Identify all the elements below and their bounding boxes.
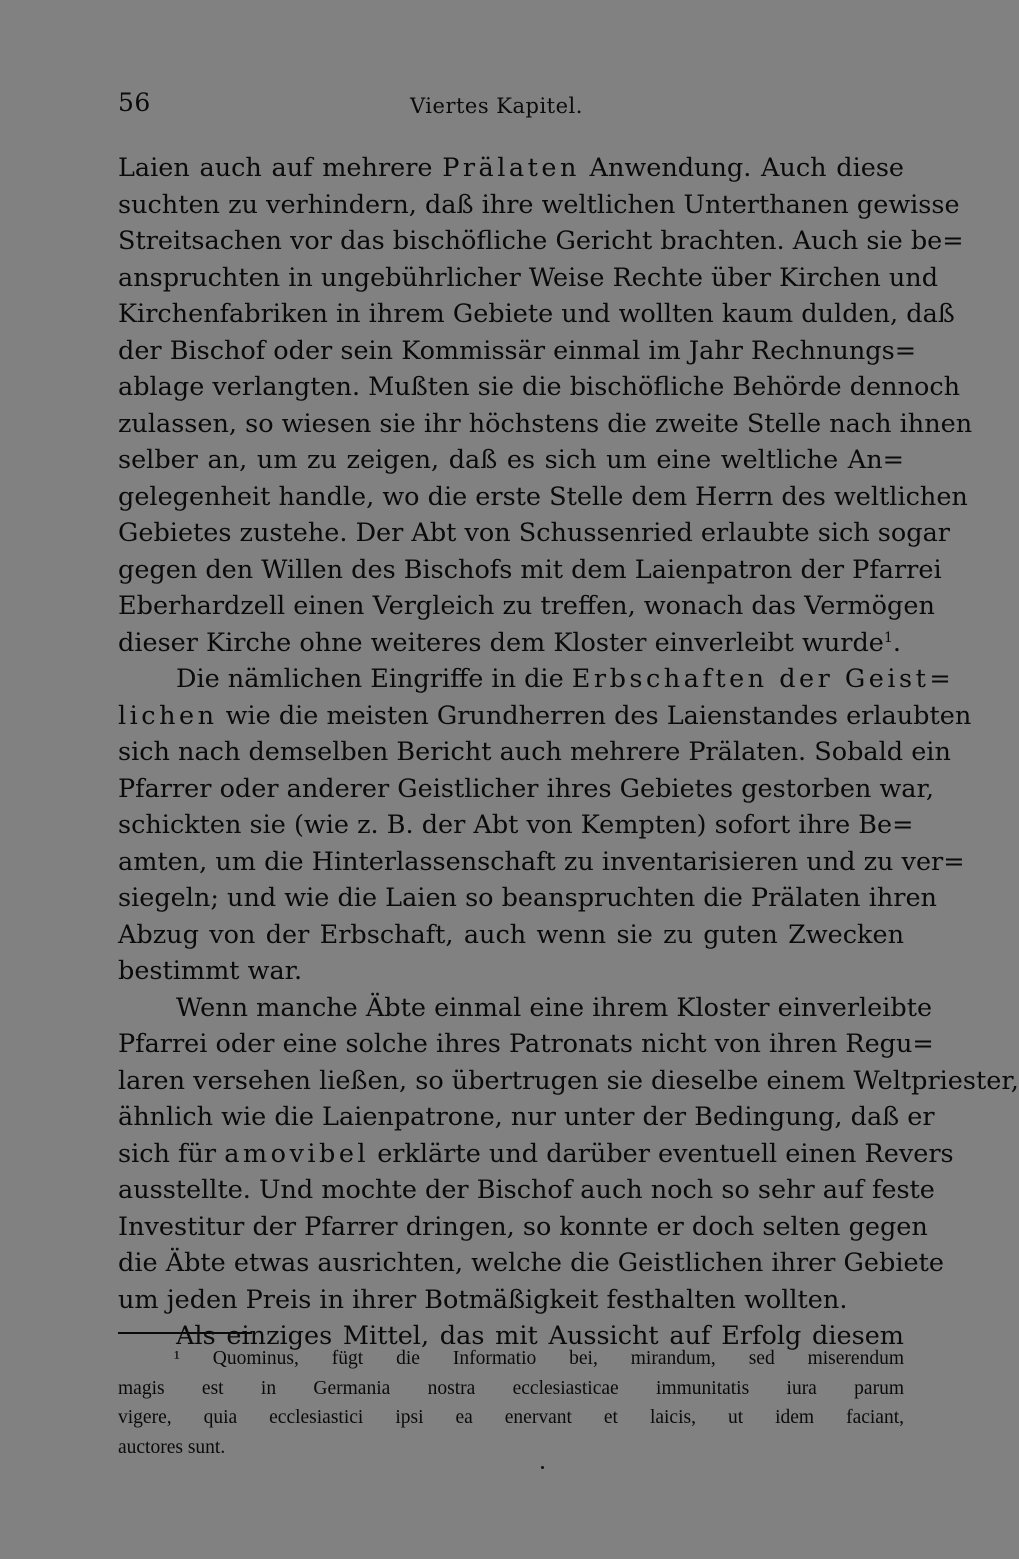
text-line-content: sich für bbox=[118, 1138, 217, 1169]
text-line: dieser Kirche ohne weiteres dem Kloster einverleibt wurde$^1$. bbox=[118, 627, 901, 658]
text-line: zulassen, so wiesen sie ihr höchstens die zweite Stelle nach ihnen bbox=[118, 408, 973, 439]
spaced-emphasis: amovibel bbox=[224, 1138, 370, 1169]
text-line: Streitsachen vor das bischöfliche Gericht brachten. Auch sie be= bbox=[118, 226, 964, 256]
text-line: selber an, um zu zeigen, daß es sich um eine weltliche An= bbox=[118, 445, 904, 475]
footnote-line: magis est in Germania nostra ecclesiasticae immunitatis iura parum bbox=[118, 1377, 904, 1399]
text-line: Pfarrer oder anderer Geistlicher ihres Gebietes gestorben war, bbox=[118, 773, 934, 804]
text-line: gelegenheit handle, wo die erste Stelle dem Herrn des weltlichen bbox=[118, 481, 968, 512]
text-line-content: erklärte und darüber eventuell einen Revers bbox=[377, 1138, 954, 1169]
text-line: lichen wie die meisten Grundherren des Laienstandes erlaubten bbox=[118, 700, 972, 731]
page-number: 56 bbox=[118, 88, 151, 117]
text-line: suchten zu verhindern, daß ihre weltlichen Unterthanen gewisse bbox=[118, 189, 960, 220]
text-line: Investitur der Pfarrer dringen, so konnte er doch selten gegen bbox=[118, 1211, 928, 1242]
text-line-content: dieser Kirche ohne weiteres dem Kloster einverleibt wurde bbox=[118, 627, 884, 658]
text-line: Kirchenfabriken in ihrem Gebiete und wollten kaum dulden, daß bbox=[118, 299, 955, 329]
text-line: Pfarrei oder eine solche ihres Patronats nicht von ihren Regu= bbox=[118, 1029, 934, 1059]
spaced-emphasis: Prälaten bbox=[442, 153, 580, 183]
text-line: ablage verlangten. Mußten sie die bischöfliche Behörde dennoch bbox=[118, 372, 961, 402]
footnote-reference: 1 bbox=[883, 629, 893, 646]
paragraph-start-line: Als einziges Mittel, das mit Aussicht auf Erfolg diesem bbox=[176, 1321, 904, 1351]
text-line: Gebietes zustehe. Der Abt von Schussenried erlaubte sich sogar bbox=[118, 518, 950, 548]
text-line: Abzug von der Erbschaft, auch wenn sie zu guten Zwecken bbox=[118, 919, 904, 950]
ink-speck bbox=[541, 1466, 544, 1469]
text-line: sich nach demselben Bericht auch mehrere Prälaten. Sobald ein bbox=[118, 737, 951, 767]
text-line: anspruchten in ungebührlicher Weise Rechte über Kirchen und bbox=[118, 262, 939, 293]
running-head bbox=[118, 88, 904, 128]
text-line: um jeden Preis in ihrer Botmäßigkeit festhalten wollten. bbox=[118, 1284, 848, 1315]
spaced-emphasis: lichen bbox=[118, 700, 218, 731]
text-line: die Äbte etwas ausrichten, welche die Geistlichen ihrer Gebiete bbox=[118, 1248, 944, 1278]
body-text bbox=[118, 150, 1019, 1355]
text-line: Laien auch auf mehrere Prälaten Anwendung. Auch diese bbox=[118, 153, 904, 183]
paragraph-start-line: Wenn manche Äbte einmal eine ihrem Kloster einverleibte bbox=[176, 992, 933, 1023]
spaced-emphasis: Erbschaften der Geist= bbox=[571, 664, 955, 694]
footnote-line: vigere, quia ecclesiastici ipsi ea enervant et laicis, ut idem faciant, bbox=[118, 1407, 904, 1428]
footnote-separator bbox=[118, 1332, 252, 1334]
footnote-line: auctores sunt. bbox=[118, 1436, 226, 1458]
text-line: bestimmt war. bbox=[118, 956, 303, 986]
text-line: gegen den Willen des Bischofs mit dem Laienpatron der Pfarrei bbox=[118, 554, 942, 585]
text-line: schickten sie (wie z. B. der Abt von Kempten) sofort ihre Be= bbox=[118, 810, 914, 840]
text-line: amten, um die Hinterlassenschaft zu inventarisieren und zu ver= bbox=[118, 846, 965, 877]
text-line: ähnlich wie die Laienpatrone, nur unter der Bedingung, daß er bbox=[118, 1102, 935, 1132]
text-line: laren versehen ließen, so übertrugen sie dieselbe einem Weltpriester, bbox=[118, 1065, 1019, 1096]
footnotes bbox=[118, 1344, 904, 1462]
text-line: ausstellte. Und mochte der Bischof auch noch so sehr auf feste bbox=[118, 1175, 935, 1205]
text-line bbox=[118, 1136, 954, 1173]
paragraph-start-line: Die nämlichen Eingriffe in die Erbschaften der Geist= bbox=[176, 664, 955, 694]
text-line: Eberhardzell einen Vergleich zu treffen, wonach das Vermögen bbox=[118, 591, 935, 621]
chapter-title: Viertes Kapitel. bbox=[410, 94, 583, 118]
text-line: der Bischof oder sein Kommissär einmal im Jahr Rechnungs= bbox=[118, 335, 917, 366]
text-line: siegeln; und wie die Laien so beanspruchten die Prälaten ihren bbox=[118, 883, 937, 913]
footnote-line: ¹ Quominus, fügt die Informatio bei, mirandum, sed miserendum bbox=[174, 1348, 904, 1369]
